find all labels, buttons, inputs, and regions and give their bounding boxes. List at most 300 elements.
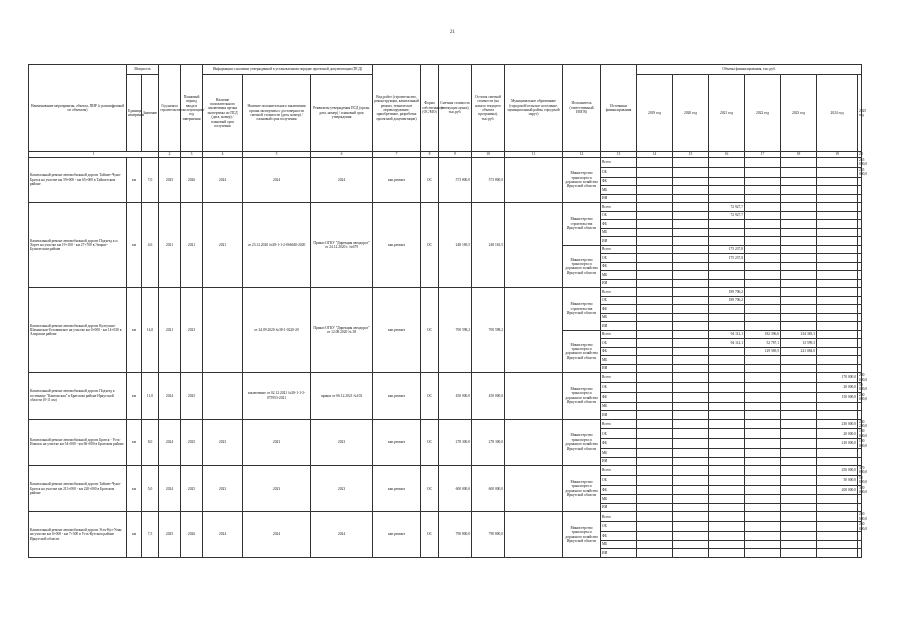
column-number: 13 [601,152,637,158]
executor-ministry: Министерство транспорта и дорожного хозяйства Иркутской области [563,512,601,557]
funding-value: 20 000,0 [817,429,858,439]
funding-source-label: ФБ [601,347,637,356]
funding-value [673,411,709,420]
funding-source-label: ФБ [601,220,637,229]
object-unit: км [127,466,142,512]
object-value: 14,0 [142,288,159,373]
object-end-year: 2025 [181,419,203,465]
funding-value: 150 000,0 [817,392,858,402]
funding-value [858,364,862,373]
header-year: 2023 год [781,75,817,152]
funding-value [637,411,673,420]
object-municipality [505,203,563,288]
object-conclusion: 2024 [203,512,243,557]
funding-value [858,532,862,541]
funding-value [709,466,745,476]
funding-value [709,485,745,495]
funding-value [745,419,781,429]
funding-value [781,495,817,504]
funding-value [745,237,781,246]
funding-value [781,177,817,186]
funding-value [781,549,817,558]
funding-value [745,457,781,466]
funding-value [745,429,781,439]
funding-value [817,167,858,177]
funding-source-label: МБ [601,313,637,322]
column-number: 12 [563,152,601,158]
funding-value [858,402,862,411]
funding-value [817,522,858,532]
funding-value [709,194,745,203]
object-work-type: кап.ремонт [373,512,421,557]
funding-value [709,177,745,186]
funding-value: 234 383,3 [781,330,817,339]
header-approved-docs: Информация о наличии утвержденной в установленном порядке проектной документации (ПСД) [203,65,373,75]
object-cost: 248 169,5 [439,203,472,288]
object-municipality [505,158,563,203]
funding-value [781,439,817,449]
funding-value [745,402,781,411]
funding-value [673,339,709,348]
funding-value [673,522,709,532]
header-remaining: Остаток сметной стоимости (на начало текущего объекта программы), тыс.руб. [472,65,505,152]
object-end-year: 2026 [181,512,203,557]
funding-value [673,186,709,195]
object-ownership: ОС [421,288,439,373]
funding-value [781,228,817,237]
funding-source-label: ОБ [601,296,637,305]
column-number: 1 [29,152,159,158]
funding-value [637,540,673,549]
funding-value [637,322,673,331]
funding-value: 230 000,0 [859,392,868,402]
funding-source-label: ОБ [601,429,637,439]
funding-value: 100 000,0 [859,439,868,448]
funding-value [745,503,781,512]
funding-value [637,419,673,429]
funding-value [781,522,817,532]
funding-value [745,167,781,177]
funding-value [745,356,781,365]
funding-value [673,419,709,429]
funding-value [673,305,709,314]
funding-value [781,271,817,280]
funding-source-label: ОБ [601,339,637,348]
funding-source-label: МБ [601,186,637,195]
funding-value [673,382,709,392]
funding-value [673,322,709,331]
funding-value: 182 396,6 [745,330,781,339]
funding-value [637,503,673,512]
object-reliability: от 23.12.2020 №38-1-1-2-066640-2020 [243,203,311,288]
object-reliability: 2023 [243,419,311,465]
funding-value [817,549,858,558]
funding-value [673,220,709,229]
funding-value [745,211,781,220]
funding-value [781,512,817,522]
header-reliability: Наличие положительного заключения органа экспертизы о достоверности сметной стоимости (дата, номер) / плановый срок получения [243,75,311,152]
header-work-type: Вид работ (строительство, реконструкция, капитальный ремонт, техническое перевооружение, приобретение, разработка проектной документации) [373,65,421,152]
page-number: 21 [450,30,455,35]
funding-value [637,237,673,246]
header-cost: Сметная стоимость (в текущих ценах), тыс.руб. [439,65,472,152]
funding-value: 189 706,2 [709,288,745,297]
object-value: 8,0 [142,419,159,465]
object-reliability: 2024 [243,512,311,557]
funding-value [673,392,709,402]
funding-value [858,186,862,195]
funding-value [817,322,858,331]
object-start-year: 2024 [159,466,181,512]
funding-source-label: ФБ [601,392,637,402]
funding-value [817,356,858,365]
funding-value [673,245,709,254]
funding-source-label: ФБ [601,439,637,449]
object-work-type: кап.ремонт [373,203,421,288]
funding-value: 320 000,0 [859,485,868,495]
funding-value [673,429,709,439]
funding-value [709,237,745,246]
funding-value: 250 000,0 [817,466,858,476]
object-municipality [505,419,563,465]
funding-value [781,419,817,429]
funding-value [745,177,781,186]
funding-value [637,512,673,522]
funding-value [709,382,745,392]
funding-value [858,330,862,339]
funding-value [637,194,673,203]
funding-value [745,449,781,458]
column-number: 15 [673,152,709,158]
funding-value: 230 000,0 [817,419,858,429]
funding-value [817,158,858,168]
funding-value [781,296,817,305]
funding-value [673,485,709,495]
funding-value [745,322,781,331]
column-number: 16 [709,152,745,158]
funding-value [709,356,745,365]
funding-value [781,220,817,229]
column-number: 7 [373,152,421,158]
column-number: 2 [159,152,181,158]
funding-value [637,364,673,373]
funding-value [637,228,673,237]
funding-value [637,485,673,495]
header-ownership: Форма собственности (ОС/МО) [421,65,439,152]
funding-value [637,313,673,322]
funding-value [673,211,709,220]
funding-source-label: ФБ [601,532,637,541]
funding-source-label: МБ [601,449,637,458]
header-executor: Исполнитель (ответственный ИОГВ) [563,65,601,152]
funding-value [781,373,817,383]
header-municipality: Муниципальное образование (городской/сельское поселение, муниципальный район, городской округ) [505,65,563,152]
funding-value [781,364,817,373]
funding-value [781,429,817,439]
header-year: 2024 год [817,75,858,152]
object-name: Капитальный ремонт автомобильной дороги Тайшет-Чуна-Братск на участке км 59+000 - км 65+000 в Тайшетском районе [29,158,127,203]
funding-value [745,262,781,271]
object-unit: км [127,288,142,373]
funding-value [637,347,673,356]
funding-value [745,495,781,504]
funding-value [745,186,781,195]
header-year: 2025 год [858,75,862,152]
funding-value: 170 000,0 [817,373,858,383]
funding-value [781,449,817,458]
funding-value [637,158,673,168]
funding-value [781,237,817,246]
executor-ministry: Министерство транспорта и дорожного хозяйства Иркутской области [563,373,601,419]
object-reliability: от 24.09.2020 №38-1-0220-20 [243,288,311,373]
funding-value [637,186,673,195]
funding-value [781,254,817,263]
funding-value [745,203,781,212]
object-requisites: Приказ ОГКУ "Дирекция автодорог" от 12.08.2020 № 38 [311,288,373,373]
funding-value [709,522,745,532]
funding-value [709,549,745,558]
funding-value [817,402,858,411]
funding-value [781,279,817,288]
funding-value [637,495,673,504]
funding-value [745,228,781,237]
funding-value [673,228,709,237]
funding-value [781,411,817,420]
funding-value [673,313,709,322]
funding-value [781,532,817,541]
funding-value [673,279,709,288]
header-sources: Источники финансирования [601,65,637,152]
funding-value [781,466,817,476]
funding-value [709,373,745,383]
header-year: 2019 год [637,75,673,152]
table-row [29,158,862,168]
object-start-year: 2025 [159,512,181,557]
funding-value [745,485,781,495]
funding-value [673,457,709,466]
funding-source-label: Всего [601,466,637,476]
funding-value [709,186,745,195]
object-requisites: 2024 [311,158,373,203]
funding-source-label: ИИ [601,237,637,246]
object-unit: км [127,373,142,419]
funding-source-label: ИИ [601,549,637,558]
funding-value [745,532,781,541]
funding-value: 200 000,0 [817,485,858,495]
funding-value [745,512,781,522]
funding-value [817,237,858,246]
funding-value [709,262,745,271]
funding-value [745,549,781,558]
object-conclusion: 2021 [203,203,243,288]
object-conclusion: 2023 [203,419,243,465]
funding-value [709,411,745,420]
funding-value [858,194,862,203]
executor-ministry: Министерство транспорта и дорожного хозяйства Иркутской области [563,245,601,288]
object-ownership: ОС [421,158,439,203]
funding-value: 94 112,1 [709,339,745,348]
funding-value [637,449,673,458]
funding-value [781,392,817,402]
funding-value [745,475,781,485]
header-start-year: Год начала строительства [159,65,181,152]
header-name: Наименование мероприятия, объекта, ПИР (с расшифровкой по объектам) [29,65,127,152]
funding-source-label: ФБ [601,262,637,271]
table-body [29,158,868,558]
funding-source-label: ФБ [601,485,637,495]
column-number: 20 [859,152,863,157]
funding-value: 189 706,2 [709,296,745,305]
funding-value [637,475,673,485]
funding-value [673,330,709,339]
object-end-year: 2023 [181,288,203,373]
table-row [29,512,862,522]
funding-value [858,495,862,504]
financing-table-sheet [28,64,868,558]
funding-value [673,356,709,365]
funding-value [858,177,862,186]
funding-value [709,402,745,411]
funding-source-label: ИИ [601,322,637,331]
funding-value [637,288,673,297]
object-work-type: кап.ремонт [373,373,421,419]
funding-value [817,203,858,212]
funding-value [781,475,817,485]
funding-value: 280 000,0 [859,373,868,382]
object-start-year: 2024 [159,373,181,419]
funding-value [637,271,673,280]
funding-source-label: ОБ [601,475,637,485]
object-work-type: кап.ремонт [373,466,421,512]
funding-source-label: МБ [601,356,637,365]
funding-source-label: Всего [601,158,637,168]
object-start-year: 2024 [159,419,181,465]
funding-value [637,339,673,348]
funding-source-label: ИИ [601,364,637,373]
funding-source-label: ОБ [601,522,637,532]
executor-ministry: Министерство транспорта и дорожного хозяйства Иркутской области [563,466,601,512]
funding-value [781,194,817,203]
funding-value [745,245,781,254]
funding-source-label: ОБ [601,211,637,220]
funding-value [858,305,862,314]
header-funding: Объемы финансирования, тыс.руб. [637,65,862,75]
funding-value [637,356,673,365]
funding-value [637,220,673,229]
table-row [29,203,862,212]
funding-value [858,262,862,271]
funding-value [673,373,709,383]
table-row [29,373,862,383]
object-value: 4,6 [142,203,159,288]
funding-value [817,512,858,522]
funding-value: 52 787,1 [745,339,781,348]
table-row [29,466,862,476]
funding-value [637,279,673,288]
funding-value [745,305,781,314]
object-requisites: 2023 [311,466,373,512]
funding-source-label: Всего [601,203,637,212]
funding-value [673,296,709,305]
column-number: 19 [817,152,858,158]
object-end-year: 2025 [181,373,203,419]
funding-value [709,419,745,429]
funding-value [637,245,673,254]
funding-source-label: ИИ [601,194,637,203]
funding-value [745,288,781,297]
funding-value [709,313,745,322]
object-unit: км [127,203,142,288]
funding-value [858,279,862,288]
object-ownership: ОС [421,466,439,512]
funding-value [781,211,817,220]
funding-value [781,322,817,331]
funding-value [673,402,709,411]
funding-source-label: Всего [601,419,637,429]
funding-value [817,288,858,297]
funding-value [637,549,673,558]
funding-value: 265 000,0 [859,158,868,167]
funding-value [709,495,745,504]
object-ownership: ОС [421,203,439,288]
funding-value [673,203,709,212]
object-unit: км [127,512,142,557]
funding-value [781,158,817,168]
funding-value [673,194,709,203]
funding-value [781,457,817,466]
funding-value [745,382,781,392]
object-municipality [505,288,563,373]
funding-source-label: ФБ [601,177,637,186]
object-ownership: ОС [421,419,439,465]
object-value: 5,0 [142,466,159,512]
funding-value [709,305,745,314]
funding-source-label: Всего [601,373,637,383]
object-work-type: кап.ремонт [373,288,421,373]
header-year: 2022 год [745,75,781,152]
object-conclusion: 2023 [203,466,243,512]
object-name: Капитальный ремонт автомобильной дороги Тайшет-Чуна-Братск на участке км 213+000 - км 220+000 в Братском районе [29,466,127,512]
object-start-year: 2021 [159,288,181,373]
funding-value [781,203,817,212]
funding-source-label: Всего [601,245,637,254]
funding-value: 50 000,0 [859,475,868,485]
funding-value [745,271,781,280]
funding-value [673,262,709,271]
funding-value [858,540,862,549]
object-cost: 573 800,0 [439,158,472,203]
funding-value [817,347,858,356]
column-number: 11 [505,152,563,158]
funding-value: 210 000,0 [817,439,858,449]
funding-value [781,288,817,297]
funding-value [637,373,673,383]
funding-value [817,271,858,280]
funding-value [745,540,781,549]
funding-value [817,305,858,314]
table-row [29,288,862,297]
funding-value [817,457,858,466]
funding-source-label: МБ [601,540,637,549]
funding-value [858,549,862,558]
funding-value [858,339,862,348]
funding-value [817,503,858,512]
object-conclusion [203,373,243,419]
funding-value: 250 000,0 [859,512,868,521]
object-name: Капитальный ремонт автомобильной дороги Култушно-Шаманская-Головинское на участке км 0+000 - км 14+030 в Аларском районе [29,288,127,373]
funding-value [673,449,709,458]
funding-value [673,512,709,522]
